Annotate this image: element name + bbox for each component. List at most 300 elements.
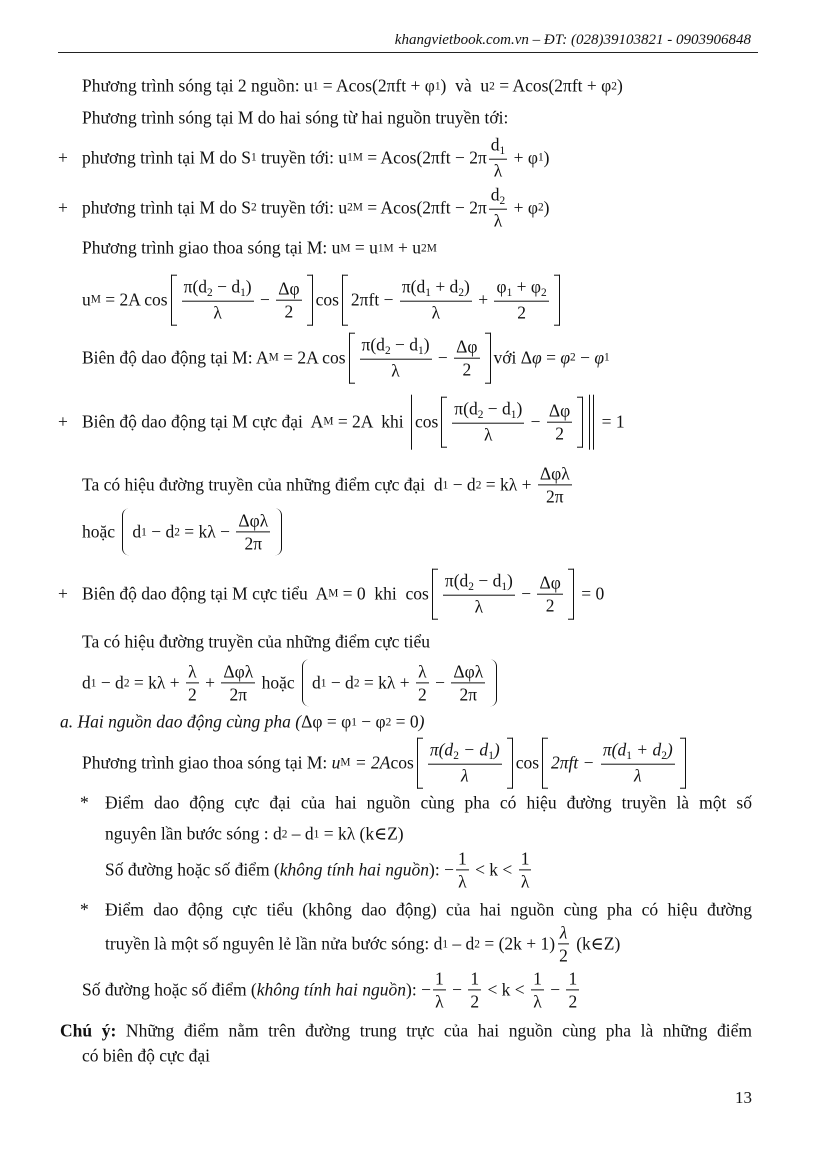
text-run: λ xyxy=(391,361,400,382)
text-run: − d xyxy=(483,398,511,419)
numerator xyxy=(601,740,675,765)
numerator xyxy=(558,922,570,944)
right-bracket xyxy=(490,659,497,706)
subscript: 2 xyxy=(661,750,667,763)
numerator xyxy=(236,510,270,532)
subscript: 1 xyxy=(442,479,449,491)
text-run: = kλ + xyxy=(359,672,414,693)
subscript: 1 xyxy=(90,677,97,689)
text-run: + φ xyxy=(509,197,538,218)
text-run: 2π xyxy=(244,533,263,554)
numerator xyxy=(428,740,502,765)
fraction xyxy=(557,922,570,965)
denominator xyxy=(186,684,199,705)
text-run: truyền tới: u xyxy=(256,147,348,168)
subscript: M xyxy=(340,242,351,254)
bracket-group xyxy=(542,738,686,789)
text-run: φ xyxy=(496,276,507,297)
text-run: λ xyxy=(474,597,484,618)
text-run: − xyxy=(526,411,545,432)
text-run: Δφ xyxy=(456,336,478,357)
subscript: 1M xyxy=(377,242,394,254)
text-line xyxy=(82,238,437,259)
text-run: Điểm dao động cực tiểu (không dao động) của hai nguồn cùng pha có hiệu đường xyxy=(105,899,752,920)
text-run: (k∈Z) xyxy=(571,933,621,954)
fraction xyxy=(456,848,469,891)
numerator xyxy=(519,848,532,870)
text-run: 2π xyxy=(545,486,564,507)
denominator xyxy=(632,765,644,786)
subscript: 2 xyxy=(537,201,544,214)
numerator xyxy=(489,135,507,160)
bracket-group xyxy=(342,275,560,326)
text-run: = 0 khi cos xyxy=(338,583,429,604)
numerator xyxy=(489,185,507,210)
text-line xyxy=(82,135,549,182)
text-run: Ta có hiệu đường truyền của những điểm cực đại d xyxy=(82,474,443,495)
subscript: 2 xyxy=(499,195,506,208)
denominator xyxy=(492,160,505,181)
right-bracket xyxy=(577,397,583,448)
text-run: cos xyxy=(515,752,540,773)
text-run: < k < xyxy=(483,979,530,1000)
text-run: Δφλ xyxy=(539,463,570,484)
text-run: = 0 xyxy=(576,583,605,604)
denominator xyxy=(515,302,528,323)
numerator xyxy=(186,661,199,683)
italic-text: φ xyxy=(532,347,542,368)
line-marker: * xyxy=(80,899,89,920)
numerator xyxy=(494,277,548,302)
text-run: = xyxy=(541,347,561,368)
text-run: 1 xyxy=(568,968,578,989)
numerator xyxy=(400,277,472,302)
fraction xyxy=(443,571,515,618)
italic-text: + d xyxy=(631,739,662,760)
text-run: λ xyxy=(213,303,222,324)
text-line xyxy=(60,712,425,733)
fraction xyxy=(428,740,502,787)
text-run: = kλ + xyxy=(481,474,536,495)
subscript: 1 xyxy=(510,409,517,422)
bracket-content xyxy=(447,397,577,448)
numerator xyxy=(531,968,544,990)
text-run: = Acos(2πft + φ xyxy=(318,75,435,96)
denominator xyxy=(283,300,296,321)
line-marker: * xyxy=(80,792,89,813)
page-number: 13 xyxy=(735,1088,752,1107)
text-run: = 2A cos xyxy=(100,289,168,310)
text-run: = 2A cos xyxy=(278,347,346,368)
text-run: ) và u xyxy=(440,75,490,96)
bracket-content xyxy=(438,569,568,620)
subscript: M xyxy=(328,587,339,600)
subscript: 1 xyxy=(506,287,513,300)
fraction xyxy=(182,277,254,324)
subscript: 1 xyxy=(250,151,257,164)
bracket-content xyxy=(177,275,307,326)
italic-text: φ xyxy=(560,347,570,368)
text-run: – d xyxy=(448,933,475,954)
page-header: khangvietbook.com.vn – ĐT: (028)39103821 - 0903906848 xyxy=(394,32,751,48)
text-run: Ta có hiệu đường truyền của những điểm cực tiểu xyxy=(82,631,430,652)
subscript: 2 xyxy=(468,581,474,594)
text-run: π(d xyxy=(183,276,208,297)
numerator xyxy=(454,336,479,358)
fraction xyxy=(538,463,572,506)
fraction xyxy=(451,661,485,704)
line-marker: + xyxy=(58,197,68,218)
text-run: − xyxy=(447,979,467,1000)
numerator xyxy=(182,277,254,302)
numerator xyxy=(451,661,485,683)
denominator xyxy=(544,594,557,615)
fraction xyxy=(494,277,548,324)
text-run: − xyxy=(255,289,275,310)
text-line xyxy=(82,275,563,326)
text-run: d xyxy=(312,672,321,693)
subscript: 2 xyxy=(540,287,547,300)
bracket-content xyxy=(309,659,490,706)
subscript: 1 xyxy=(442,938,449,950)
text-run: truyền là một số nguyên lẻ lần nửa bước sóng: d xyxy=(105,933,443,954)
denominator xyxy=(433,991,446,1012)
text-run: λ xyxy=(493,211,503,232)
subscript: 2M xyxy=(347,201,363,214)
text-run: Δφ xyxy=(548,400,571,421)
denominator xyxy=(492,210,505,231)
denominator xyxy=(468,991,481,1012)
text-run: ) xyxy=(507,570,513,591)
header-rule xyxy=(58,52,758,53)
text-run: = Acos(2πft + φ xyxy=(494,75,612,96)
italic-text: λ xyxy=(633,766,642,787)
text-run: = 0 xyxy=(391,711,419,732)
subscript: 1 xyxy=(626,750,632,763)
subscript: 2 xyxy=(477,409,484,422)
italic-text: ) xyxy=(493,739,500,760)
subscript: 1 xyxy=(488,750,494,763)
numerator xyxy=(276,278,301,300)
text-run: 1 xyxy=(520,848,530,869)
subscript: 1 xyxy=(425,287,431,300)
text-run: Δφ = φ xyxy=(301,711,352,732)
text-run: Δφλ xyxy=(238,510,269,531)
fraction xyxy=(452,399,524,446)
italic-text: 2πft − xyxy=(551,752,599,773)
text-line xyxy=(82,395,625,450)
subscript: M xyxy=(323,415,334,428)
subscript: 1 xyxy=(313,828,320,840)
text-run: d xyxy=(490,184,500,205)
text-run: ) xyxy=(543,147,550,168)
subscript: 1 xyxy=(320,677,327,689)
text-run: hoặc xyxy=(82,521,120,542)
text-run: d xyxy=(490,134,500,155)
fraction xyxy=(416,661,429,704)
right-bracket xyxy=(568,569,574,620)
bracket-content xyxy=(348,275,554,326)
denominator xyxy=(211,302,224,323)
text-run: λ xyxy=(520,871,530,892)
fraction xyxy=(547,400,572,443)
numerator xyxy=(433,968,446,990)
text-run: − d xyxy=(146,521,175,542)
numerator xyxy=(547,400,572,422)
text-run: ) xyxy=(464,276,470,297)
text-run: λ xyxy=(435,991,444,1012)
text-run: phương trình tại M do S xyxy=(82,147,251,168)
text-run: π(d xyxy=(361,334,385,355)
text-run: d xyxy=(82,672,91,693)
text-line xyxy=(82,659,500,706)
subscript: 2 xyxy=(474,938,480,950)
text-run: + xyxy=(200,672,220,693)
bracket-content xyxy=(423,738,507,789)
bracket-group xyxy=(432,569,574,620)
denominator xyxy=(557,945,570,966)
text-run: ): − xyxy=(406,979,431,1000)
fraction xyxy=(489,135,507,182)
text-run: 2 xyxy=(545,595,555,616)
text-run: + d xyxy=(430,276,459,297)
text-run: = kλ (k∈Z) xyxy=(319,823,404,844)
text-run: Biên độ dao động tại M cực đại A xyxy=(82,411,324,432)
subscript: 1 xyxy=(141,526,147,538)
numerator xyxy=(468,968,481,990)
subscript: M xyxy=(340,756,351,769)
italic-text: π(d xyxy=(602,739,627,760)
left-bracket xyxy=(302,659,309,706)
text-run: − xyxy=(433,347,453,368)
text-run: u xyxy=(82,289,91,310)
subscript: 2 xyxy=(384,345,391,358)
text-run: λ xyxy=(533,991,542,1012)
text-run: − xyxy=(545,979,565,1000)
text-run: Phương trình giao thoa sóng tại M: xyxy=(82,752,332,773)
denominator xyxy=(519,871,532,892)
italic-text: λ xyxy=(559,922,568,943)
italic-text: không tính hai nguồn xyxy=(279,859,429,880)
fraction xyxy=(186,661,199,704)
denominator xyxy=(243,533,265,554)
text-run: π(d xyxy=(401,276,426,297)
fraction xyxy=(601,740,675,787)
text-line xyxy=(82,463,574,506)
right-bracket xyxy=(275,508,282,555)
right-bracket xyxy=(589,395,594,450)
numerator xyxy=(452,399,524,424)
text-run: λ xyxy=(418,661,427,682)
denominator xyxy=(416,684,429,705)
line-marker: + xyxy=(58,583,68,604)
subscript: 2 xyxy=(207,287,213,300)
italic-text: = 2A xyxy=(350,752,391,773)
text-run: 2 xyxy=(187,684,197,705)
text-run: ): − xyxy=(429,859,454,880)
subscript: 2 xyxy=(250,201,257,214)
text-line xyxy=(82,76,623,97)
text-run: Phương trình giao thoa sóng tại M: u xyxy=(82,237,341,258)
text-run: − d xyxy=(473,570,502,591)
fraction xyxy=(468,968,481,1011)
bold-text: Chú ý: xyxy=(60,1020,117,1041)
text-run: = 1 xyxy=(597,411,625,432)
bracket-group xyxy=(417,738,513,789)
text-line xyxy=(105,848,533,891)
text-run: = Acos(2πft − 2π xyxy=(362,197,487,218)
text-run: 2 xyxy=(559,945,568,966)
text-run: 2πft − xyxy=(350,289,398,310)
text-run: + φ xyxy=(509,147,538,168)
text-run: cos xyxy=(414,411,439,432)
numerator xyxy=(416,661,429,683)
text-run: − d xyxy=(212,276,241,297)
text-line xyxy=(105,824,404,845)
text-run: 2π xyxy=(229,684,248,705)
text-run: − d xyxy=(390,334,418,355)
text-run: 2 xyxy=(284,301,294,322)
text-run: cos xyxy=(390,752,414,773)
italic-text: u xyxy=(331,752,341,773)
subscript: M xyxy=(268,351,279,364)
text-run: = kλ − xyxy=(179,521,235,542)
text-run: Δφλ xyxy=(453,661,484,682)
subscript: 1 xyxy=(418,345,424,358)
text-run: 2 xyxy=(462,359,472,380)
text-run: 1 xyxy=(533,968,542,989)
text-run: nguyên lần bước sóng : d xyxy=(105,823,282,844)
left-bracket xyxy=(122,508,129,555)
bracket-group xyxy=(441,397,583,448)
subscript: 2 xyxy=(611,80,617,92)
subscript: M xyxy=(90,293,101,306)
text-run: = Acos(2πft − 2π xyxy=(362,147,487,168)
denominator xyxy=(430,302,443,323)
text-run: ) xyxy=(543,197,550,218)
denominator xyxy=(460,358,473,379)
subscript: 2 xyxy=(489,80,495,92)
text-run: truyền tới: u xyxy=(256,197,348,218)
text-run: ) xyxy=(245,276,252,297)
subscript: 2 xyxy=(123,677,130,689)
text-run: ) xyxy=(616,75,623,96)
text-run: Phương trình sóng tại M do hai sóng từ hai nguồn truyền tới: xyxy=(82,107,509,128)
subscript: 2 xyxy=(458,287,464,300)
text-run: Δφ xyxy=(278,278,300,299)
text-run: − φ xyxy=(356,711,386,732)
text-run: 2 xyxy=(555,423,564,444)
subscript: 2 xyxy=(281,828,288,840)
text-run: 2 xyxy=(417,684,427,705)
bracket-content xyxy=(129,508,275,555)
text-run: Δφ xyxy=(539,572,561,593)
text-run: Số đường hoặc số điểm ( xyxy=(82,979,257,1000)
text-run: phương trình tại M do S xyxy=(82,197,251,218)
text-run: 1 xyxy=(470,968,480,989)
text-run: − d xyxy=(96,672,124,693)
italic-text: λ xyxy=(460,766,469,787)
fraction xyxy=(537,572,562,615)
line-marker: + xyxy=(58,411,68,432)
subscript: 2 xyxy=(453,750,459,763)
text-run: có biên độ cực đại xyxy=(82,1045,211,1066)
denominator xyxy=(389,360,402,381)
text-line xyxy=(82,185,549,232)
bracket-content xyxy=(412,395,589,450)
bracket-group xyxy=(171,275,313,326)
italic-text: không tính hai nguồn xyxy=(256,979,406,1000)
subscript: 1 xyxy=(501,581,508,594)
subscript: 1 xyxy=(537,151,544,164)
text-line xyxy=(105,793,752,814)
bracket-group xyxy=(122,508,282,555)
text-line xyxy=(105,900,752,921)
text-run: λ xyxy=(431,303,441,324)
numerator xyxy=(221,661,255,683)
right-bracket xyxy=(485,333,491,384)
italic-text: ) xyxy=(666,739,673,760)
text-line xyxy=(82,738,689,789)
subscript: 2 xyxy=(475,479,482,491)
fraction xyxy=(400,277,472,324)
fraction xyxy=(236,510,270,553)
text-line xyxy=(105,922,620,965)
text-run: ) xyxy=(516,398,523,419)
bracket-group xyxy=(349,333,491,384)
italic-text: ) xyxy=(418,711,425,732)
subscript: 1M xyxy=(347,151,363,164)
text-run: λ xyxy=(493,161,503,182)
text-run: π(d xyxy=(444,570,469,591)
bracket-content xyxy=(548,738,680,789)
text-line xyxy=(82,632,430,653)
denominator xyxy=(544,486,566,507)
italic-text: π(d xyxy=(429,739,454,760)
text-run: – d xyxy=(287,823,314,844)
fraction xyxy=(519,848,532,891)
denominator xyxy=(566,991,579,1012)
text-run: λ xyxy=(484,425,493,446)
text-run: − xyxy=(516,583,536,604)
subscript: 1 xyxy=(434,80,441,92)
fraction xyxy=(433,968,446,1011)
subscript: 2 xyxy=(174,526,180,538)
text-run: d xyxy=(132,521,142,542)
text-run: < k < xyxy=(470,859,517,880)
numerator xyxy=(566,968,579,990)
text-run: π(d xyxy=(454,398,478,419)
subscript: 1 xyxy=(351,716,357,728)
fraction xyxy=(454,336,479,379)
text-line xyxy=(82,333,610,384)
right-bracket xyxy=(554,275,560,326)
text-run: Những điểm nằm trên đường trung trực của hai nguồn cùng pha là những điểm xyxy=(116,1020,752,1041)
subscript: 1 xyxy=(604,351,610,364)
text-run: Δφλ xyxy=(223,661,254,682)
text-line xyxy=(60,1021,752,1042)
text-run: 2π xyxy=(459,684,478,705)
right-bracket xyxy=(507,738,513,789)
text-run: Phương trình sóng tại 2 nguồn: u xyxy=(82,75,313,96)
subscript: 2 xyxy=(385,716,392,728)
bracket-group xyxy=(411,395,594,450)
text-run: − d xyxy=(448,474,476,495)
text-run: cos xyxy=(315,289,339,310)
text-run: = (2k + 1) xyxy=(479,933,556,954)
italic-text: a. Hai nguồn dao động cùng pha ( xyxy=(60,711,302,732)
bracket-content xyxy=(355,333,485,384)
